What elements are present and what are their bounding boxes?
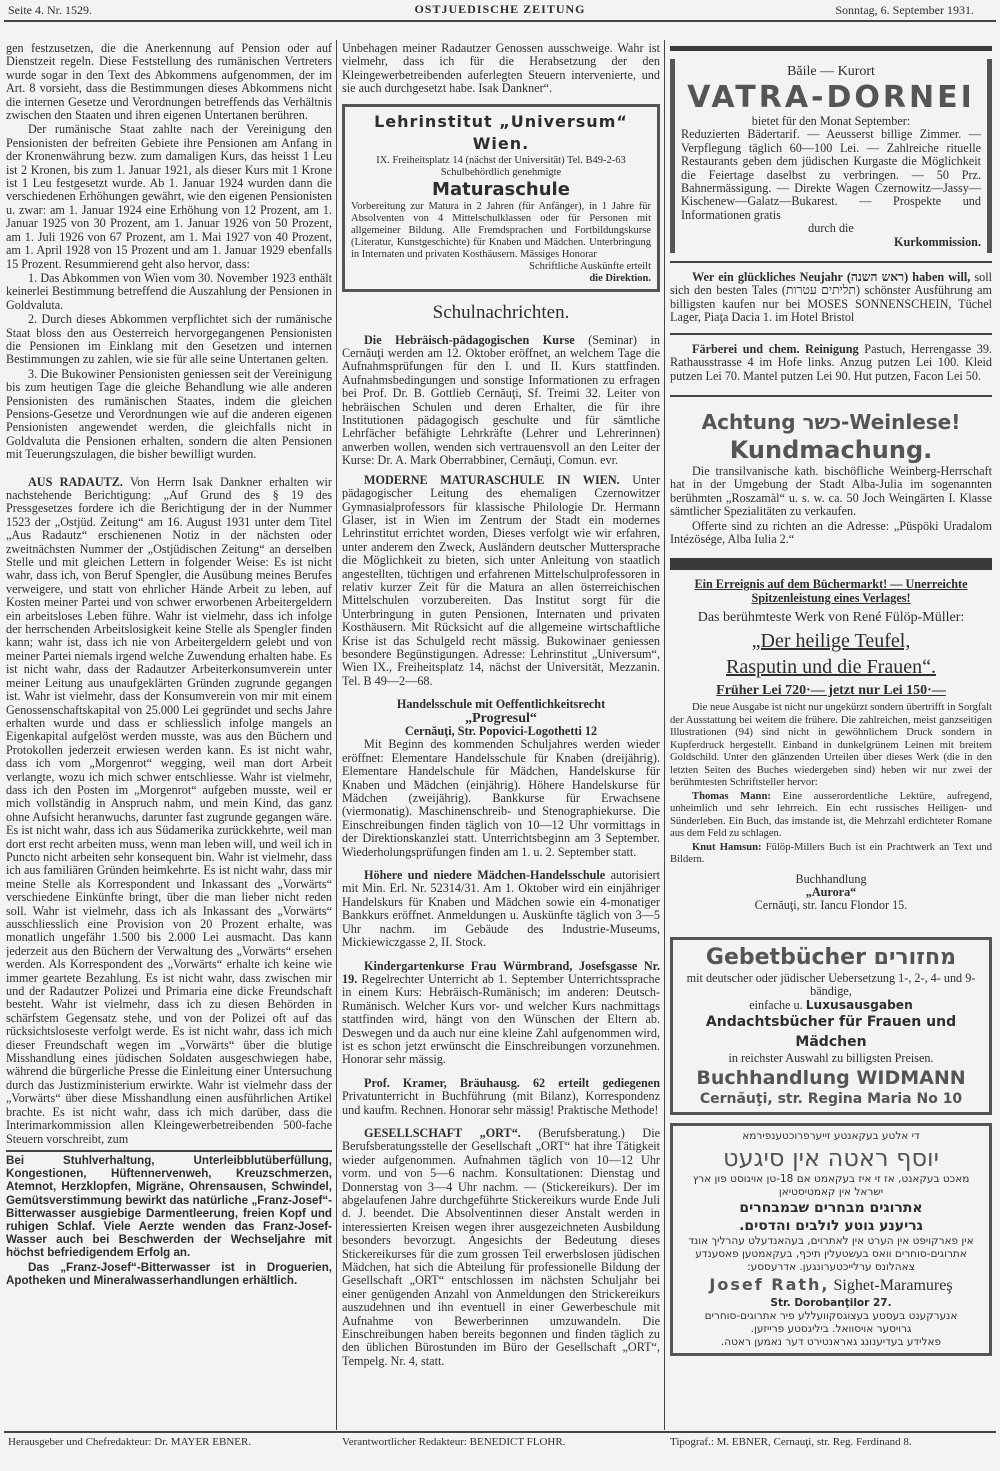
book-title: „Der heilige Teufel,	[751, 630, 911, 653]
shop-label: Buchhandlung	[696, 1066, 850, 1089]
article-paragraph: gen festzusetzen, die die Anerkennung auf Pension oder auf Dienstzeit regeln. Diese Feststellung des rumänischen Vertreters wurde sogar in den Text des Abkommens aufgenommen, der im Art. 8 vorsieht, dass die Bestimmungen dieses Abkommens nicht die internen Gesetze und Verordnungen betreffends das Verhältnis zwischen den Staaten und ihren eigenen Untertanen berühren.	[6, 42, 332, 123]
masthead: OSTJUEDISCHE ZEITUNG	[414, 2, 586, 16]
school-address: Cernăuţi, Str. Popovici-Logothetti 12	[404, 724, 598, 738]
quote-text: Fülöp-Millers Buch ist ein Prachtwerk an Text und Bildern.	[670, 841, 992, 866]
ad-title-hebrew: מחזורים	[873, 944, 957, 970]
ad-line-hebrew: פאלידע בעדיענונג גאראנטירט דער נאמען ראטה.	[720, 1335, 942, 1348]
article-paragraph: Unbehagen meiner Radautzer Genossen ausschweige. Wahr ist vielmehr, dass ich für die Herabsetzung der den Kleingewerbetreibenden auferlegten Steuern intervenierte, und sie auch durchgesetzt habe. Isak Dankner“.	[342, 42, 660, 96]
news-text: (Berufsberatung.) Die Berufsberatungsstelle der Gesellschaft „ORT“ hat ihre Tätigkeit wieder aufgenommen. Aufnahmen täglich von 10—12 Uhr vorm. und von 5—6 nachm. Konsultationen: Dienstag und Donnerstag von 3—4 Uhr nachm. — (Stickereikurs). Der im abgelaufenen Jahre durchgeführte Stickereikurs wurde Ende Juli d. J. beendet. Die Absolventinnen dieser Anstalt werden in interessierten Kreisen wegen ihrer ausgezeichneten Ausbildung besonders bevorzugt. Angesichts der Bedeutung dieses Stickereikurses für die zum grossen Teil erwerbslosen jüdischen Mädchen, hat sich die Abteilung für professionelle Bildung der Gesellschaft „ORT“ entschlossen im nächsten Schuljahr bei einer genügenden Anzahl von Anmeldungen den Strickereikurs auszudehnen und ihn eventuell in einer Gewerbeschule mit Aufnahme von Bewerberinnen umzuwandeln. Die Einschreibungen haben bereits begonnen und finden täglich zu den üblichen Bürostunden im Büro der Gesellschaft „ORT“, Tempelg. Nr. 4, statt.	[342, 1125, 660, 1368]
quote-author: Thomas Mann:	[692, 790, 771, 802]
franz-josef-ad	[6, 1154, 332, 1287]
column-left	[6, 42, 332, 1430]
footer-editor: Verantwortlicher Redakteur: BENEDICT FLOHR.	[342, 1436, 566, 1448]
news-item	[342, 1077, 660, 1117]
radautz-article	[6, 476, 332, 1146]
news-lead: Kindergartenkurse Frau Würmbrand, Josefsgasse Nr. 19.	[342, 958, 660, 986]
ad-sign: Kurkommission.	[893, 234, 981, 249]
ad-text: Das „Franz-Josef“-Bitterwasser ist in Droguerien, Apotheken und Mineralwasserhandlungen erhältlich.	[6, 1260, 332, 1287]
ad-line: mit deutscher oder jüdischer Uebersetzung 1-, 2-, 4- und 9-bändige,	[686, 970, 976, 999]
column-divider	[336, 40, 337, 1430]
news-lead: Handelsschule mit Oeffentlichkeitsrecht	[396, 697, 606, 712]
ad-by: durch die	[808, 221, 854, 236]
news-lead: Prof. Kramer, Bräuhausg. 62 erteilt gediegenen	[364, 1075, 660, 1090]
footer-rule	[4, 1431, 996, 1433]
article-text: Von Herrn Isak Dankner erhalten wir nachstehende Berichtigung: „Auf Grund des § 19 des Pressgesetzes fordere ich die Berichtigung der in der Nummer 1523 der „Ostjüd. Zeitung“ am 16. August 1931 unter dem Titel „Aus Radautz“ erschienenen Notiz in der nächsten oder zweitnächsten Nummer der „Ostjüdischen Zeitung“ an derselben Stelle und mit gleichen Lettern in folgender Weise: Es ist nicht wahr, dass ich, von Beruf Spengler, die Ausübung meines Berufes verweigere, und statt von ehrlicher Hände Arbeit zu leben, auf Kosten meiner Partei und von schwer erworbenen Arbeitergeldern ein arbeitsloses Leben führe. Wahr ist vielmehr, dass ich infolge der herrschenden Arbeitslosigkeit keine Stelle als Spengler finden kann; wahr ist, dass ich nie von Arbeitergeldern gelebt und von meiner Partei niemals irgend welche Zuwendung erhalten habe. Es ist nicht wahr, dass der Radautzer Arbeiterkonsumverein unter meiner Leitung aus unaufgeklärten Gründen zugrunde gegangen ist. Wahr ist vielmehr, dass der Konsumverein von mir mit einem Genossenschaftskapital von 25.000 Lei gegründet und sechs Jahre erhalten wurde und dass er schliesslich infolge mangels an Eigenkapital aufgelöst werden musste, was aus den Büchern und Protokollen jederzeit erwiesen werden kann. Es ist nicht wahr, dass ich vom „Morgenrot“ wegging, weil man dort Arbeit verlangte, wozu ich mich schwer entschliesse. Wahr ist vielmehr, dass ich den Posten im „Morgenrot“ aufgeben musste, weil er mich vollständig in Anspruch nahm, und mein Kind, das ganz ohne Aufsicht heranwuchs, darunter fast zugrunde gegangen wäre. Es ist nicht wahr, dass ich aus Südamerika zurückkehrte, weil man dort erst recht arbeiten muss, wenn man leben will, und weil ich in Puncto nicht arbeiten sehr konsequent bin. Wahr ist vielmehr, dass ich aus familiären Gründen heimkehrte. Es ist nicht wahr, dass mir meine Stelle als Korrespondent und Inkassant des „Vorwärts“ verschiedene Einkünfte bringt, über die man lieber nicht reden soll. Wahr ist vielmehr, dass ich als Inkassant des „Vorwärts“ ausschliesslich eine Provision von 20 Prozent erhalte, was monatlich ungefähr 1.500 bis 2.000 Lei ausmacht. Das kann jederzeit aus den Büchern der Verwaltung des „Vorwärts“ ersehen werden. Als Korrespondent des „Vorwärts“ erhalte ich keine wie immer geartete Bezahlung. Es ist nicht wahr, dass zwischen mir und der Radautzer Polizei und Primaria eine dicke Freundschaft besteht. Wahr ist vielmehr, dass ich zu diesen Behörden in schärfstem Gegensatz stehe, und von der Polizei oft auf das rücksichtsloseste verfolgt werde. Es ist nicht wahr, dass ich mich dieser Freundschaft wegen im „Vorwärts“ über die blutige Misshandlung eines jüdischen Soldaten ausgeschwiegen habe, während die bürgerliche Presse die Einleitung einer Untersuchung durch das Justizministerium erwirkte. Wahr ist vielmehr dass der „Vorwärts“ über diese Misshandlung einen ausführlichen Artikel brachte. Es ist nicht wahr, dass ich mich darüber, dass die Interimarkommission allen Kleingewerbetreibenden 500-fache Steuern vorschreibt, zum	[6, 474, 332, 1146]
school-name: „Progresul“	[465, 710, 537, 726]
news-item	[342, 474, 660, 689]
article-paragraph: 1. Das Abkommen von Wien vom 30. November 1923 enthält keinerlei Bestimmung betreffend die Auszahlung der Pensionen in Goldvaluta.	[6, 270, 332, 312]
ad-text: soll sich den besten Tales (תליתים עטרות) schönster Ausführung am billigsten kaufen nur bei MOSES SONNENSCHEIN, Tüchel Lager, Piaţa Dacia 1. im Hotel Bristol	[670, 270, 992, 325]
ad-body: Die neue Ausgabe ist nicht nur ungekürzt sondern übertrifft in Sorgfalt der Ausstattung bei weitem die frühere. Die zahlreichen, meist ganzseitigen Illustrationen (94) sind nicht in gewöhnlichem Druck sondern in Kupferdruck hergestellt. Einband in dunkelgrünem Leinen mit breitem Goldschild. Unter den glänzenden Urteilen über dieses Werk (die in den letzten Seiten des Buches wiedergeben sind) heben wir nur zwei der berühmtesten Schriftsteller hervor:	[670, 702, 992, 789]
book-title: Rasputin und die Frauen“.	[726, 656, 936, 679]
news-item	[342, 869, 660, 949]
ad-body: Offerte sind zu richten an die Adresse: „Püspöki Uradalom Intézösége, Alba Iulia 2.“	[670, 518, 992, 546]
ad-line-hebrew: גריענע גוטע לולבים והדסים.	[739, 1217, 923, 1234]
ad-line: in reichster Auswahl zu billigsten Preisen.	[728, 1051, 934, 1066]
column-middle	[342, 42, 660, 1430]
page-header	[0, 0, 1000, 20]
ad-line: einfache u.	[749, 997, 803, 1012]
ad-line-hebrew: מאכט בעקאנט, אז זי איז בעקאמט אם 18-טן אויגוסט פון ארץ ישראל אין קאמטיסטיאן	[692, 1172, 970, 1198]
neujahr-ad	[670, 271, 992, 325]
gebetbuecher-ad	[670, 937, 992, 1115]
book-price: Früher Lei 720·— jetzt nur Lei 150·—	[716, 683, 946, 699]
news-text: autorisiert mit Min. Erl. Nr. 52314/31. Am 1. Oktober wird ein einjähriger Handelskurs für Knaben und Mädchen sowie ein 4-monatiger Bankkurs eröffnet. Anmeldungen u. Auskünfte täglich von 3—5 Uhr nachm. im Gebäude des Industrie-Museums, Mickiewiczgasse 2, II. Stock.	[342, 868, 660, 950]
shop-address: Cernăuţi, str. Iancu Flondor 15.	[754, 898, 908, 913]
ad-name: Maturaschule	[432, 178, 570, 200]
ad-body: Die transilvanische kath. bischöfliche Weinberg-Herrschaft hat in der Umgebung der Stadt Alba-Julia im sogenannten berühmten „Roszamàl“ u. s. w. ca. 50 Joch Weingärten I. Klasse sämtlicher Spezialitäten zu verkaufen.	[670, 463, 992, 519]
article-paragraph: Der rumänische Staat zahlte nach der Vereinigung den Pensionisten der befreiten Gebiete ihre Pensionen am Anfang in der Kronenwährung bezw. zum damaligen Kurs, das heisst 1 Leu ist 2 Kronen, bis zum 1. Januar 1921, als dieser Kurs mit 1 Krone ist 1 Leu festgesetzt wurde. Ab 1. Januar 1924 wurden dann die verschiedenen Erhöhungen gewährt, wie den eigenen Pensionisten u. zwar: am 1. Januar 1924 eine Erhöhung von 12 Prozent, am 1. Januar 1925 von 30 Prozent, am 1. Januar 1926 von 50 Prozent, am 1. Juli 1926 von 67 Prozent, am 1. Mai 1927 von 40 Prozent, am 1. April 1928 von 15 Prozent und am 1. Januar 1929 ebenfalls 15 Prozent. Resummierend geht also hervor, dass:	[6, 122, 332, 271]
handelsschule-item	[342, 698, 660, 859]
news-item	[342, 960, 660, 1067]
universum-ad	[342, 104, 660, 292]
news-item	[342, 334, 660, 468]
news-item	[342, 1127, 660, 1368]
footer-printer: Tipograf.: M. EBNER, Cernauţi, str. Reg. Ferdinand 8.	[670, 1436, 912, 1448]
shop-label: Buchhandlung	[795, 871, 867, 886]
quote-author: Knut Hamsun:	[692, 841, 762, 853]
article-lead: AUS RADAUTZ.	[28, 474, 123, 489]
quote-text: Eine ausserordentliche Lektüre, aufregend, unheimlich und sehr lehrreich. Ein echt russisches Heiligen- und Sünderleben. Ein Buch, das imstande ist, die Mehrzahl erdichteter Romane aus dem Feld zu schlagen.	[670, 790, 992, 840]
news-lead: GESELLSCHAFT „ORT“.	[364, 1125, 521, 1140]
faerberei-ad	[670, 343, 992, 383]
ad-sub: bietet für den Monat September:	[751, 114, 911, 128]
ad-line: Luxusausgaben	[805, 997, 913, 1012]
shop-address: Cernăuţi, str. Regina Maria No 10	[699, 1090, 963, 1107]
vatra-dornei-ad	[670, 59, 992, 253]
ad-footer: Schriftliche Auskünfte erteilt	[529, 260, 651, 272]
ad-line: Andachtsbücher für Frauen und Mädchen	[705, 1014, 957, 1051]
ad-line-hebrew: די אלטע בעקאנטע זייערפרוכטענפירמא	[742, 1129, 920, 1142]
ad-pre: Băile — Kurort	[787, 64, 875, 79]
weinlese-ad	[670, 409, 992, 546]
news-text: Mit Beginn des kommenden Schuljahres werden wieder eröffnet: Elementare Handelsschule für Knaben (dreijährig). Elementare Handelschule für Mädchen, Handelskurse für Knaben und Mädchen (einjährig). Höhere Handelskurse für Mädchen (zweijährig). Bankkurse für Erwachsene (viermonatig). Maschinenschreib- und Stenographiekurse. Die Einschreibungen finden täglich von 10—12 Uhr vormittags in der Direktionskanzlei statt. Unterrichtsbeginn am 3 September. Wiederholungsprüfungen finden am 1. u. 2. September statt.	[342, 737, 660, 859]
shop-name: „Aurora“	[805, 885, 857, 900]
ad-line-hebrew: אתרוגים מבחרים שבמבחרים	[739, 1199, 923, 1216]
ad-title: Lehrinstitut „Universum“ Wien.	[374, 111, 628, 153]
ad-line-hebrew: אין פארקויפט אין הערט אין לאתרוים, בעהאנדעלט עהרליך אונד אתרוגים-סוחרים וואס בעשטעלין תיכף, בעקאמטען פאסענדע צאהלונס ערלייכטערונגען. אדרעססע:	[688, 1234, 974, 1273]
header-rule	[4, 20, 996, 22]
ad-body: Reduzierten Bädertarif. — Aeusserst billige Zimmer. — Verpflegung täglich 60—100 Lei. — Zahlreiche rituelle Restaurants geben dem jüdischen Kurgaste die Möglichkeit die Feiertage daselbst zu verbringen. — 50 Prz. Bahnermässigung. — Direkte Wagen Czernowitz—Jassy—Kischenew—Galatz—Bukarest. — Prospekte und Informationen gratis	[681, 127, 981, 222]
article-paragraph: 3. Die Bukowiner Pensionisten geniessen seit der Vereinigung bis zum heutigen Tage die gleiche Behandlung wie alle anderen Pensionisten des rumänischen Staates, indem die gleichen Pensions-Gesetze und Verordnungen wie auf die anderen eigenen Pensionisten angewendet werden, die gleichfalls nicht in Goldvaluta die Pensionen erhalten, sondern die alten Pensionen mit Teuerungszulagen, die bisher bewilligt wurden.	[6, 366, 332, 462]
josef-rath-ad	[670, 1123, 992, 1356]
merchant-name: Josef Rath,	[709, 1274, 830, 1294]
news-lead: Höhere und niedere Mädchen-Handelsschule	[364, 868, 606, 883]
book-ad	[670, 578, 992, 913]
news-text: Privatunterricht in Buchführung (mit Bilanz), Korrespondenz und kaufm. Rechnen. Honorar sehr mässig! Praktische Methode!	[342, 1089, 660, 1117]
shop-name: WIDMANN	[856, 1066, 966, 1089]
article-paragraph: 2. Durch dieses Abkommen verpflichtet sich der rumänische Staat bloss den aus Oesterreich hervorgegangenen Pensionisten die Pensionen im Einklang mit den Gesetzen und internen Bestimmungen zu zahlen, wie sie für alle seine Untertanen gelten.	[6, 312, 332, 367]
issue-date: Sonntag, 6. September 1931.	[835, 3, 974, 17]
ad-body: Vorbereitung zur Matura in 2 Jahren (für Anfänger), in 1 Jahre für Absolventen von 4 Mittelschulklassen oder für Personen mit allgemeiner Bildung. Alle Fremdsprachen und Fortbildungskurse (Literatur, Kunstgeschichte) für Knaben und Mädchen. Unterbringung in Internaten und privaten Kosthäusern. Mässiges Honorar	[351, 200, 651, 260]
news-lead: Die Hebräisch-pädagogischen Kurse	[364, 332, 575, 347]
ad-lead: Wer ein glückliches Neujahr (ראש השנה) haben will,	[692, 270, 971, 285]
ad-intro: Das berühmteste Werk von René Fülöp-Müller:	[697, 610, 965, 626]
merchant-street: Str. Dorobanţilor 27.	[770, 1296, 892, 1309]
ad-text: Bei Stuhlverhaltung, Unterleibblutüberfüllung, Kongestionen, Hüftennervenweh, Kreuzschmerzen, Atemnot, Herzklopfen, Migräne, Ohrensausen, Schwindel, Gemütsverstimmung bewirkt das natürliche „Franz-Josef“-Bitterwasser ausgiebige Darmentleerung, freien Kopf und ruhigen Schlaf. Viele Aerzte wenden das Franz-Josef-Wasser auch bei Beschwerden der Wechseljahre mit höchst befriedigendem Erfolg an.	[6, 1153, 332, 1260]
section-title: Schulnachrichten.	[432, 301, 570, 323]
ad-line-hebrew: גרויסער אויסוואל. ביליגסטע פרייזען.	[750, 1322, 912, 1335]
news-text: Regelrechter Unterricht ab 1. September Unterrichtssprache in einem Kurs: Hebräisch-Rumänisch; im anderen: Deutsch-Rumänisch. Welcher Kurs vor- und welcher Kurs nachmittags stattfinden wird, hängt von den Wünschen der Eltern ab. Deswegen und da auch nur eine kleine Zahl aufgenommen wird, ist es schon jetzt erwünscht die Einschreibungen vorzunehmen. Honorar sehr mässig.	[342, 971, 660, 1067]
ad-title: Gebetbücher	[705, 944, 866, 970]
news-text: (Seminar) in Cernăuţi werden am 12. Oktober eröffnet, an welchem Tage die Aufnahmsprüfungen für den I. und II. Kurs stattfinden. Aufnahmsbedingungen und sonstige Informationen zu erfragen bei Prof. Dr. B. Gottlieb Cernăuţi, Sf. Treimi 32. Leiter von hebräischen Schulen und deren Erhalter, die für ihre Institutionen pädagogisch geschulte und für sämtliche Lehrfächer befähigte Lehrkräfte (Lehrer und Lehrerinnen) anwerben wollen, wenden sich vertrauensvoll an den Leiter der Kurse: Dr. A. Mark Oberrabbiner, Cernăuţi, Comun. evr.	[342, 332, 660, 468]
ad-sub: Kundmachung.	[729, 435, 933, 464]
ad-address: IX. Freiheitsplatz 14 (nächst der Universität) Tel. B49-2-63	[376, 154, 626, 166]
ad-title: Achtung כשר-Weinlese!	[701, 409, 961, 434]
ad-line-hebrew: אנערקענט בעסטע בעצוגסקוועללע פיר אתרוגים-סוחרים	[704, 1309, 958, 1322]
ad-title: VATRA-DORNEI	[687, 80, 975, 115]
ad-title-hebrew: יוסף ראטה אין סיגעט	[723, 1143, 939, 1172]
footer-publisher: Herausgeber und Chefredakteur: Dr. MAYER EBNER.	[8, 1436, 252, 1448]
news-lead: MODERNE MATURASCHULE IN WIEN.	[364, 472, 620, 487]
ad-headline: Spitzenleistung eines Verlages!	[751, 590, 911, 605]
ad-lead: Färberei und chem. Reinigung	[692, 341, 859, 356]
ad-text: Pastuch, Herrengasse 39. Rathausstrasse 4 im Hofe links. Anzug putzen Lei 100. Kleid putzen Lei 70. Mantel putzen Lei 90. Hut putzen, Facon Lei 50.	[670, 341, 992, 383]
column-divider	[664, 40, 665, 1430]
merchant-city: Sighet-Maramureş	[833, 1276, 953, 1294]
ad-footer: die Direktion.	[589, 272, 651, 284]
column-right	[670, 42, 992, 1430]
ad-sub: Schulbehördlich genehmigte	[440, 166, 562, 178]
page-number: Seite 4. Nr. 1529.	[8, 3, 92, 17]
ad-headline: Ein Erreignis auf dem Büchermarkt! — Unerreichte	[694, 577, 968, 592]
news-text: Unter pädagogischer Leitung des ehemaligen Czernowitzer Gymnasialprofessors für klassische Philologie Dr. Hermann Glaser, ist in Wien im Zentrum der Stadt ein modernes Lehrinstitut errichtet worden, Dieses verfolgt wie wir erfahren, unter anderem den Zweck, Ausländern deutscher Muttersprache die Möglichkeit zu bieten, sich unter Anleitung von staatlich angestellten, tüchtigen und erfahrenen Mittelschulprofessoren in relativ kurzer Zeit für die Matura an allen österreichischen Mittelschulen vorzubereiten. Das Institut sorgt für die Unterbringung in guten Pensionen, Internaten und privaten Kosthäusern. Mit Rücksicht auf die allgemeine wirtschaftliche Krise ist das Schulgeld recht mässig. Bukowinaer geniessen besondere Begünstigungen. Adresse: Lehrinstitut „Universum“, Wien IX., Freiheitsplatz 14, nächst der Universität, Mezzanin. Tel. B 49—2—68.	[342, 472, 660, 688]
